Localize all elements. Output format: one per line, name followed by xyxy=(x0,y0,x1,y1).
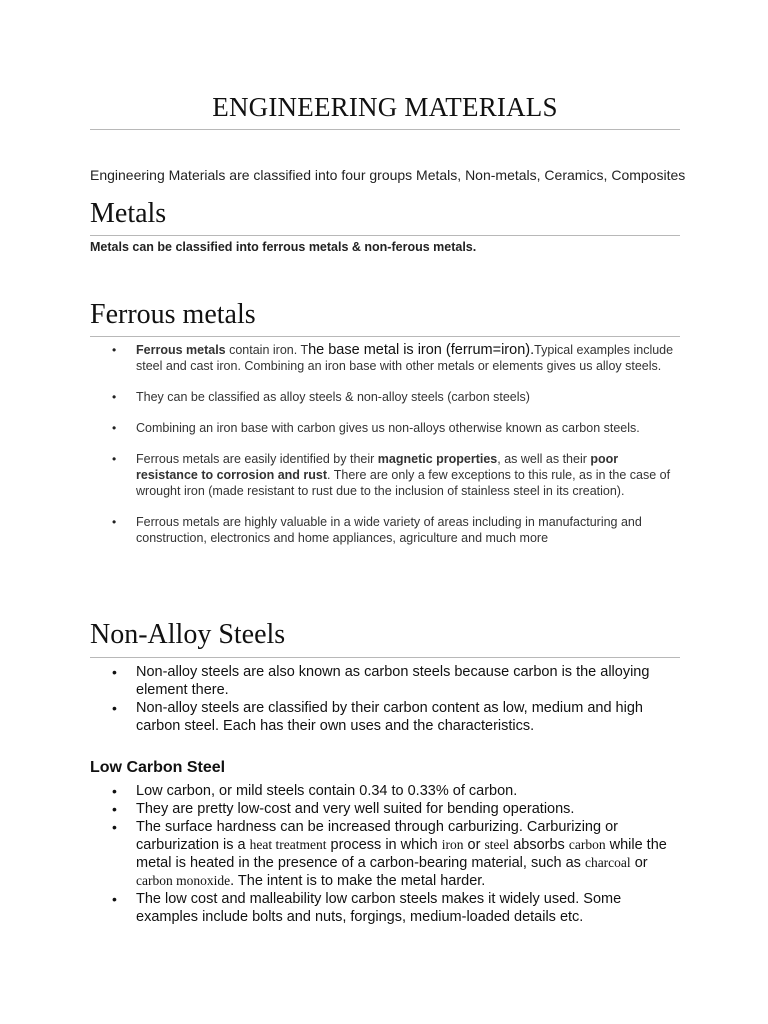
list-text: process in which xyxy=(326,837,442,853)
list-item xyxy=(90,800,680,818)
list-text: Non-alloy steels are classified by their carbon content as low, medium and high carbon steel. Each has their own uses and the characteristics. xyxy=(136,700,643,734)
list-bold: poor resistance to corrosion and rust xyxy=(136,452,619,482)
list-text: . There are only a few exceptions to this rule, as in the case of wrought iron (made resistant to rust due to the inclusion of stainless steel in its creation). xyxy=(136,468,671,498)
low-carbon-heading: Low Carbon Steel xyxy=(90,759,226,776)
list-text: Typical examples include steel and cast iron. Combining an iron base with other metals or elements gives us alloy steels. xyxy=(136,343,674,373)
link-text: iron xyxy=(441,837,464,852)
link-text: heat treatment xyxy=(249,837,327,852)
list-text: The low cost and malleability low carbon steels makes it widely used. Some examples include bolts and nuts, forgings, medium-loaded details etc. xyxy=(136,891,622,925)
nonalloy-divider xyxy=(90,657,680,658)
list-item xyxy=(90,420,680,436)
list-item xyxy=(90,514,680,546)
metals-heading: Metals xyxy=(90,198,167,229)
link-text: carbon xyxy=(568,837,606,852)
ferrous-divider xyxy=(90,336,680,337)
list-text: Combining an iron base with carbon gives us non-alloys otherwise known as carbon steels. xyxy=(136,421,640,435)
link-text: carbon monoxide xyxy=(136,873,231,888)
list-text: . The intent is to make the metal harder. xyxy=(230,873,486,889)
list-text: while the metal is heated in the presence of a carbon-bearing material, such as xyxy=(136,837,667,871)
page-title: ENGINEERING MATERIALS xyxy=(212,92,558,122)
list-text: , as well as their xyxy=(497,452,591,466)
list-item xyxy=(90,890,680,926)
list-text: absorbs xyxy=(509,837,569,853)
list-text: Ferrous metals are highly valuable in a wide variety of areas including in manufacturing and construction, electronics and home appliances, agriculture and much more xyxy=(136,515,642,545)
title-divider xyxy=(90,129,680,130)
list-text: They are pretty low-cost and very well suited for bending operations. xyxy=(136,801,575,817)
list-text: The surface hardness can be increased through carburizing. Carburizing or carburization is a xyxy=(136,819,618,853)
list-item xyxy=(90,699,680,735)
link-text: charcoal xyxy=(584,855,631,870)
list-text: contain iron. T xyxy=(225,343,309,357)
list-item xyxy=(90,818,680,890)
list-text: Low carbon, or mild steels contain 0.34 to 0.33% of carbon. xyxy=(136,783,518,799)
link-text: steel xyxy=(484,837,510,852)
list-text: Ferrous metals are easily identified by their xyxy=(136,452,378,466)
metals-divider xyxy=(90,235,680,236)
list-item xyxy=(90,451,680,499)
nonalloy-list xyxy=(90,663,680,735)
list-item xyxy=(90,782,680,800)
list-text: They can be classified as alloy steels & non-alloy steels (carbon steels) xyxy=(136,390,530,404)
ferrous-bold-term: Ferrous metals xyxy=(136,343,226,357)
list-text: or xyxy=(630,855,648,871)
list-text: or xyxy=(463,837,485,853)
nonalloy-heading: Non-Alloy Steels xyxy=(90,619,286,650)
list-item xyxy=(90,663,680,699)
ferrous-list xyxy=(90,342,680,561)
list-text: he base metal is iron (ferrum=iron). xyxy=(308,342,535,358)
list-item xyxy=(90,342,680,374)
intro-paragraph: Engineering Materials are classified into four groups Metals, Non-metals, Ceramics, Composites xyxy=(90,167,686,183)
low-carbon-list xyxy=(90,782,680,926)
list-text: Non-alloy steels are also known as carbon steels because carbon is the alloying element there. xyxy=(136,664,650,698)
metals-text: Metals can be classified into ferrous metals & non-ferous metals. xyxy=(90,240,477,254)
list-bold: magnetic properties xyxy=(377,452,498,466)
ferrous-heading: Ferrous metals xyxy=(90,299,256,330)
list-item xyxy=(90,389,680,405)
